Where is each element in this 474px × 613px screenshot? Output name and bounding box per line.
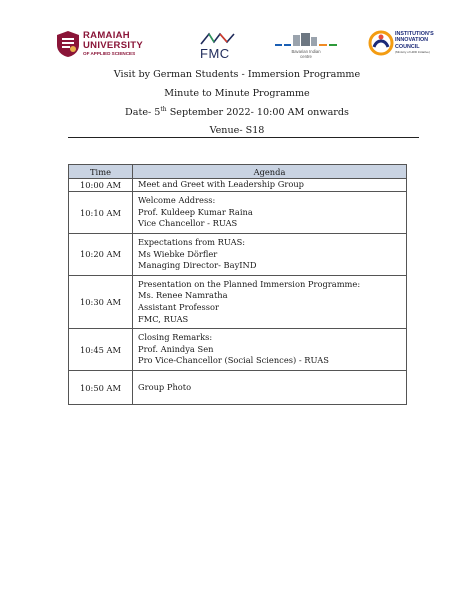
ramaiah-sub: OF APPLIED SCIENCES xyxy=(83,51,136,56)
row-time: 10:30 AM xyxy=(69,275,133,328)
date-ordinal: th xyxy=(160,106,167,113)
row-agenda xyxy=(133,275,407,328)
table-row xyxy=(69,234,407,276)
row-agenda xyxy=(133,371,407,405)
agenda-line: Expectations from RUAS: xyxy=(138,237,246,247)
event-venue: Venue- S18 xyxy=(209,125,265,136)
fmc-name: FMC xyxy=(200,46,230,61)
table-row xyxy=(69,179,407,192)
logo-bar xyxy=(0,0,474,70)
column-header-time: Time xyxy=(69,165,133,179)
agenda-line: Welcome Address: xyxy=(138,195,216,205)
page-title: Visit by German Students - Immersion Programme xyxy=(113,69,361,80)
iic-line1: INSTITUTION'S xyxy=(395,31,434,37)
agenda-line: Ms Wiebke Dörfler xyxy=(138,248,218,259)
fmc-mark-icon xyxy=(200,32,236,46)
header-divider xyxy=(68,137,419,138)
page-subtitle: Minute to Minute Programme xyxy=(164,88,310,99)
agenda-line: Meet and Greet with Leadership Group xyxy=(138,179,304,190)
table-row xyxy=(69,275,407,328)
agenda-line: Presentation on the Planned Immersion Programme: xyxy=(138,278,361,289)
row-time: 10:45 AM xyxy=(69,329,133,371)
table-row xyxy=(69,192,407,234)
bavarian-indian-centre-logo xyxy=(275,30,337,64)
date-prefix: Date- 5 xyxy=(125,107,161,119)
row-agenda xyxy=(133,192,407,234)
fmc-logo xyxy=(194,32,240,62)
bic-name: Bavarian Indian centre xyxy=(291,49,321,59)
bic-mark-icon xyxy=(275,32,337,50)
iic-sub: (Ministry of HRD Initiative) xyxy=(395,49,430,54)
ramaiah-emblem-icon xyxy=(56,30,80,58)
iic-line2: INNOVATION xyxy=(395,37,429,44)
agenda-line: Prof. Kuldeep Kumar Raina xyxy=(138,206,253,217)
ramaiah-name2: UNIVERSITY xyxy=(83,40,144,51)
agenda-table xyxy=(68,164,407,405)
agenda-line: Vice Chancellor - RUAS xyxy=(138,218,238,229)
agenda-line: Ms. Renee Namratha xyxy=(138,290,228,301)
iic-emblem-icon xyxy=(368,30,394,56)
row-time: 10:20 AM xyxy=(69,234,133,276)
agenda-line: Prof. Anindya Sen xyxy=(138,343,214,354)
agenda-line: Group Photo xyxy=(138,381,192,392)
agenda-line: Closing Remarks: xyxy=(138,332,213,343)
iic-line3: COUNCIL xyxy=(395,43,420,50)
row-agenda xyxy=(133,179,407,192)
agenda-line: Assistant Professor xyxy=(138,301,220,312)
table-row xyxy=(69,371,407,405)
date-suffix: September 2022- 10:00 AM onwards xyxy=(166,107,349,119)
column-header-agenda: Agenda xyxy=(133,165,407,179)
row-time: 10:10 AM xyxy=(69,192,133,234)
agenda-line: Pro Vice-Chancellor (Social Sciences) - RUAS xyxy=(138,355,329,366)
ramaiah-name: RAMAIAH xyxy=(83,30,130,41)
agenda-line: Managing Director- BayIND xyxy=(138,260,257,271)
row-time: 10:50 AM xyxy=(69,371,133,405)
agenda-line: FMC, RUAS xyxy=(138,313,189,324)
iic-logo xyxy=(368,30,444,60)
row-agenda xyxy=(133,234,407,276)
row-agenda xyxy=(133,329,407,371)
ramaiah-university-logo xyxy=(56,30,154,64)
row-time: 10:00 AM xyxy=(69,179,133,192)
table-row xyxy=(69,329,407,371)
event-date xyxy=(0,106,474,118)
table-header-row xyxy=(69,165,407,179)
